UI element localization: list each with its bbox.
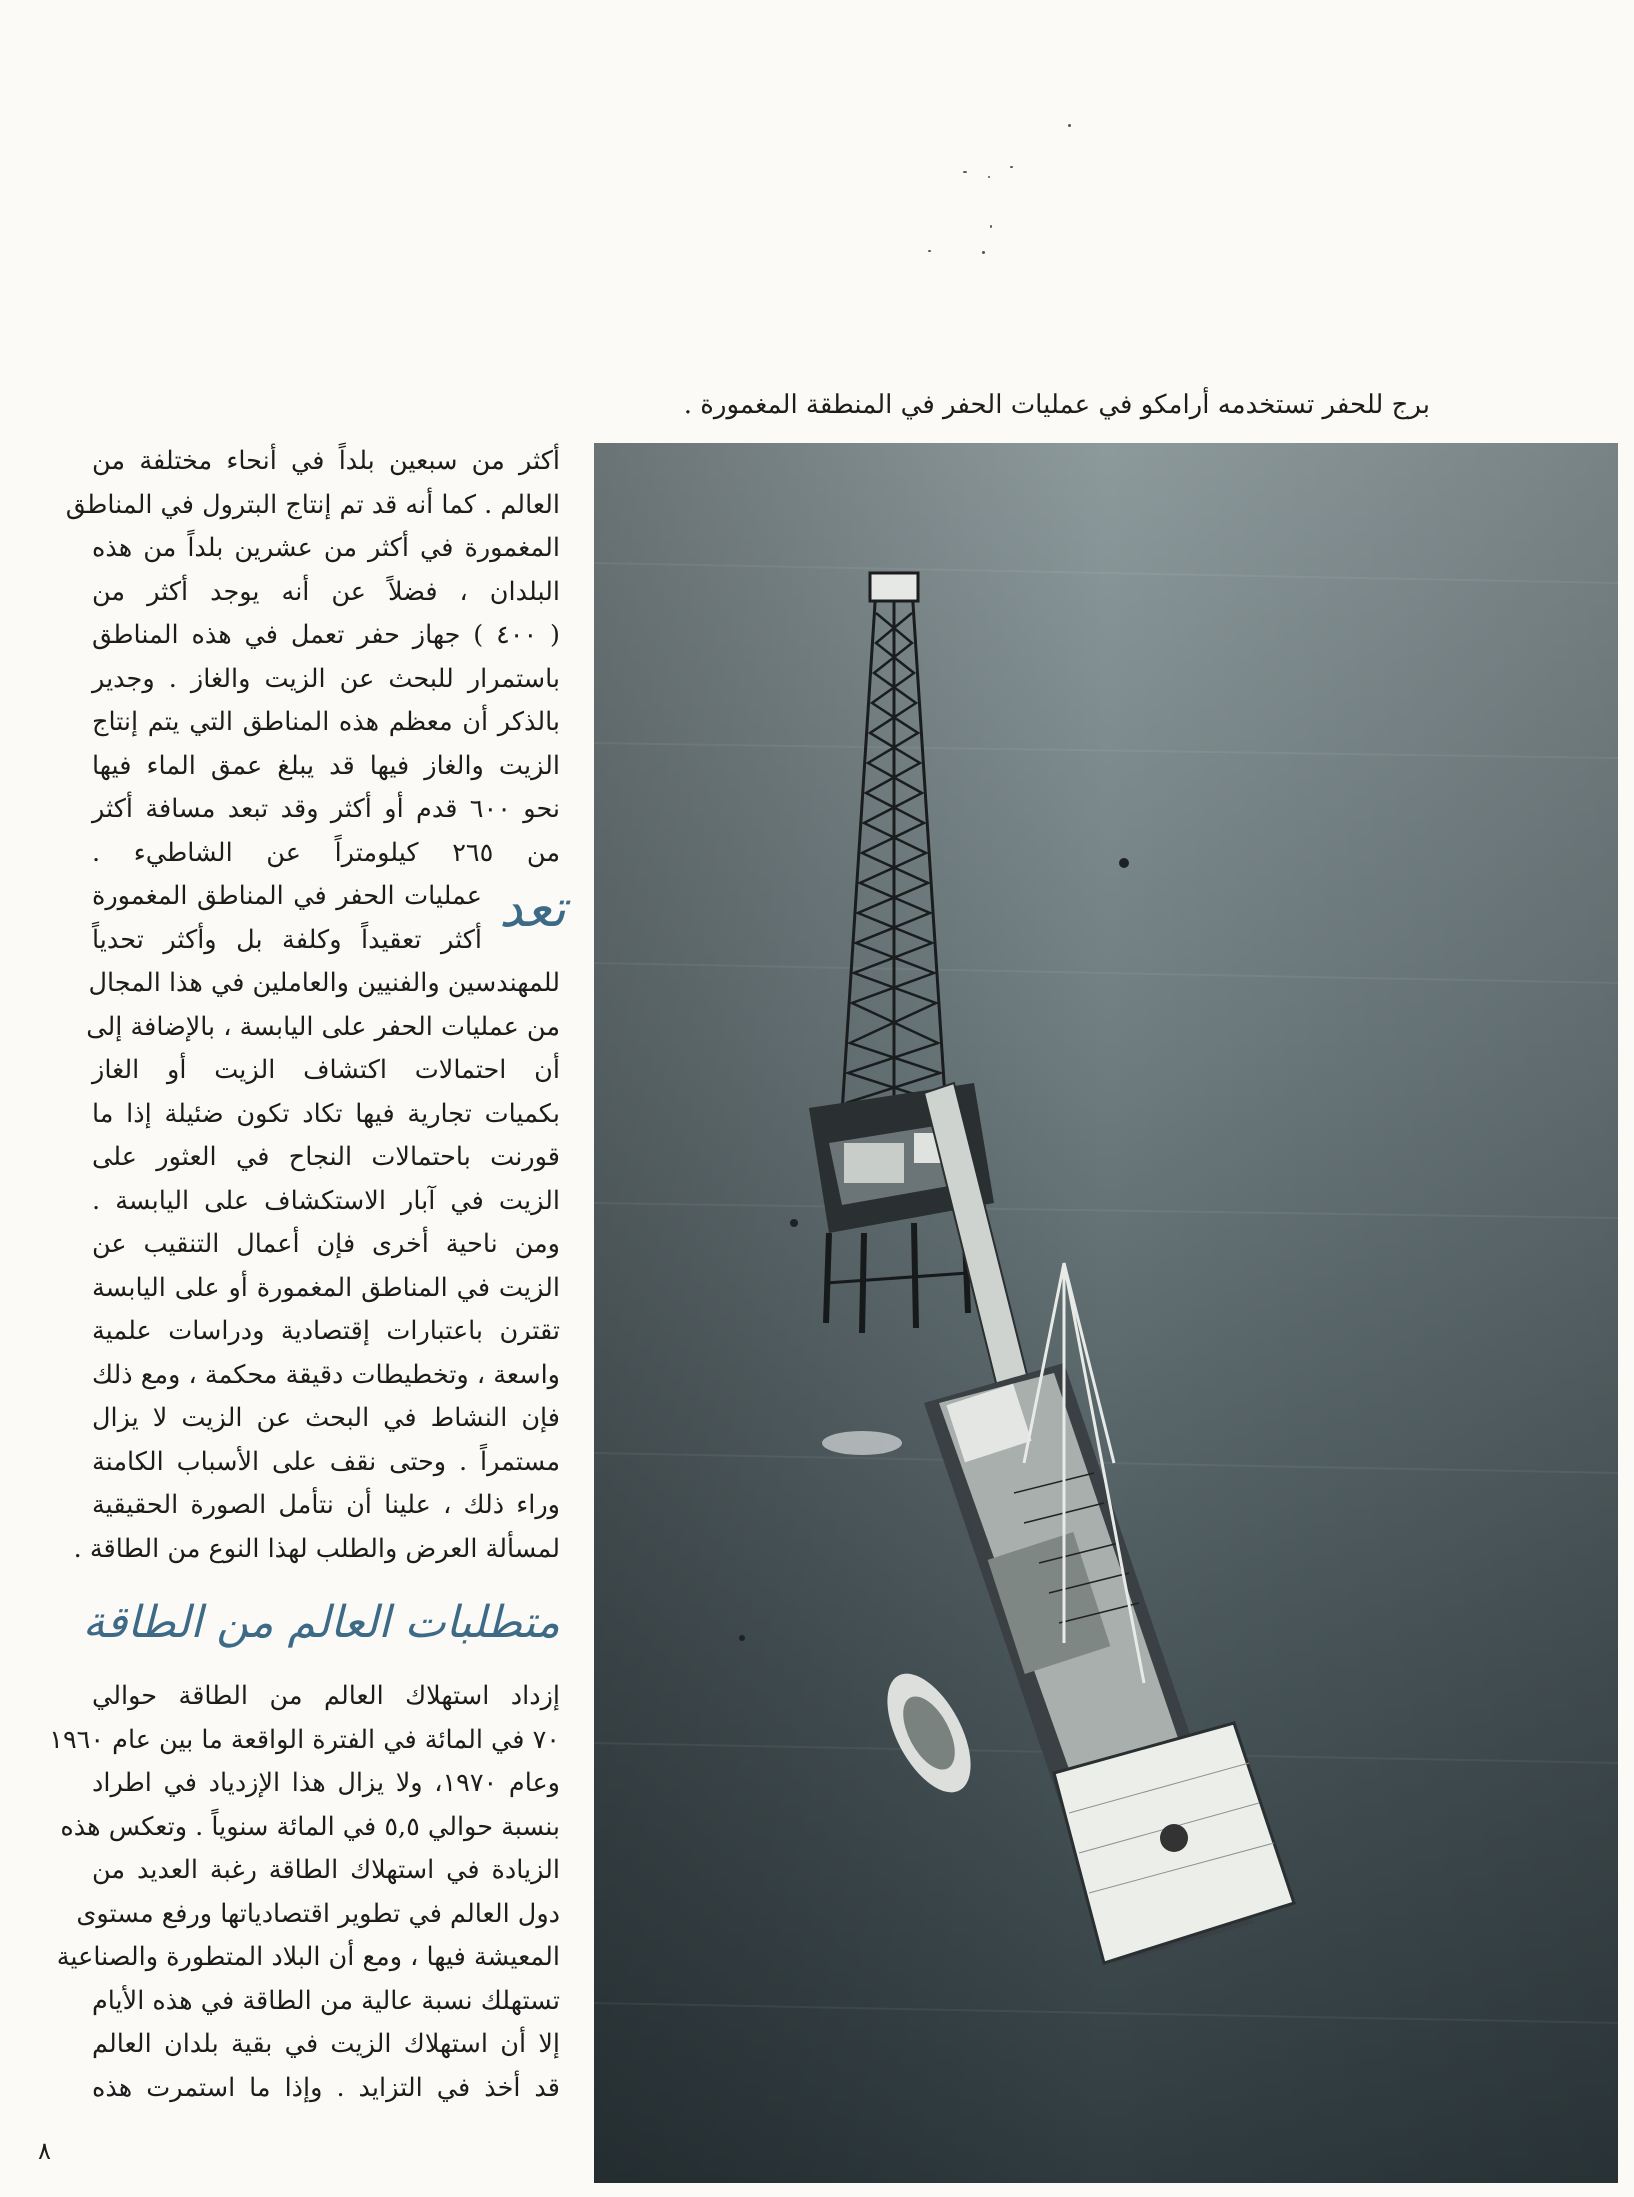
- dropcap-paragraph-start: [92, 875, 566, 962]
- text-line: باستمرار للبحث عن الزيت والغاز . وجدير: [92, 663, 560, 694]
- photo-caption: برج للحفر تستخدمه أرامكو في عمليات الحفر في المنطقة المغمورة .: [683, 390, 1430, 420]
- text-line: المعيشة فيها ، ومع أن البلاد المتطورة والصناعية: [56, 1942, 560, 1972]
- text-line: أن احتمالات اكتشاف الزيت أو الغاز: [92, 1055, 560, 1085]
- crown-block: [870, 573, 918, 601]
- buoy: [790, 1219, 798, 1227]
- text-line: لمسألة العرض والطلب لهذا النوع من الطاقة .: [73, 1533, 560, 1564]
- text-line: نحو ٦٠٠ قدم أو أكثر وقد تبعد مسافة أكثر: [92, 794, 560, 824]
- text-line: دول العالم في تطوير اقتصادياتها ورفع مستوى: [76, 1898, 560, 1929]
- article-column: [49, 440, 566, 2110]
- dropcap-word: تعد: [499, 879, 566, 939]
- text-line: المغمورة في أكثر من عشرين بلداً من هذه: [92, 533, 560, 563]
- print-speck: [928, 250, 931, 252]
- text-line: إزداد استهلاك العالم من الطاقة حوالي: [92, 1681, 560, 1711]
- offshore-drilling-rig-photo: [594, 443, 1618, 2183]
- text-line: العالم . كما أنه قد تم إنتاج البترول في المناطق: [65, 489, 560, 520]
- text-line: إلا أن استهلاك الزيت في بقية بلدان العالم: [92, 2029, 560, 2059]
- text-line: البلدان ، فضلاً عن أنه يوجد أكثر من: [92, 576, 560, 607]
- text-line: عمليات الحفر في المناطق المغمورة: [92, 881, 482, 911]
- text-line: واسعة ، وتخطيطات دقيقة محكمة ، ومع ذلك: [92, 1359, 560, 1390]
- paragraph-energy-demand: [49, 1675, 560, 2110]
- buoy: [739, 1635, 745, 1641]
- print-speck: [963, 171, 967, 173]
- text-line: من عمليات الحفر على اليابسة ، بالإضافة إلى: [86, 1011, 560, 1042]
- print-speck: [1010, 166, 1013, 168]
- text-line: الزيت في آبار الاستكشاف على اليابسة .: [92, 1185, 560, 1216]
- text-line: ( ٤٠٠ ) جهاز حفر تعمل في هذه المناطق: [92, 620, 561, 650]
- text-line: الزيادة في استهلاك الطاقة رغبة العديد من: [92, 1855, 560, 1885]
- section-heading: متطلبات العالم من الطاقة: [82, 1597, 560, 1648]
- print-speck: [1068, 124, 1071, 127]
- print-speck: [988, 176, 990, 178]
- text-line: فإن النشاط في البحث عن الزيت لا يزال: [92, 1403, 560, 1433]
- text-line: تستهلك نسبة عالية من الطاقة في هذه الأيام: [92, 1985, 560, 2016]
- text-line: مستمراً . وحتى نقف على الأسباب الكامنة: [92, 1446, 560, 1477]
- print-speck: [990, 225, 992, 228]
- text-line: بنسبة حوالي ٥,٥ في المائة سنوياً . وتعكس هذه: [60, 1811, 560, 1842]
- text-line: بكميات تجارية فيها تكاد تكون ضئيلة إذا ما: [92, 1098, 560, 1129]
- text-line: بالذكر أن معظم هذه المناطق التي يتم إنتاج: [92, 707, 560, 737]
- text-line: قد أخذ في التزايد . وإذا ما استمرت هذه: [92, 2072, 560, 2103]
- text-line: أكثر من سبعين بلداً في أنحاء مختلفة من: [92, 446, 560, 476]
- text-line: الزيت في المناطق المغمورة أو على اليابسة: [92, 1272, 560, 1303]
- text-line: أكثر تعقيداً وكلفة بل وأكثر تحدياً: [92, 924, 482, 955]
- buoy: [1119, 858, 1129, 868]
- text-line: قورنت باحتمالات النجاح في العثور على: [92, 1142, 560, 1172]
- text-line: الزيت والغاز فيها قد يبلغ عمق الماء فيها: [92, 750, 560, 781]
- text-line: وعام ١٩٧٠، ولا يزال هذا الإزدياد في اطراد: [92, 1768, 560, 1798]
- paragraph-intro: [65, 440, 561, 875]
- text-line: وراء ذلك ، علينا أن نتأمل الصورة الحقيقية: [92, 1490, 560, 1520]
- paragraph-drilling: [73, 962, 560, 1571]
- text-line: ٧٠ في المائة في الفترة الواقعة ما بين عام ١٩٦٠: [49, 1724, 560, 1755]
- text-line: ومن ناحية أخرى فإن أعمال التنقيب عن: [92, 1229, 560, 1259]
- helicopter: [1160, 1824, 1188, 1852]
- wake-splash: [822, 1431, 902, 1455]
- text-line: تقترن باعتبارات إقتصادية ودراسات علمية: [92, 1316, 560, 1346]
- print-speck: [982, 251, 985, 254]
- text-line: للمهندسين والفنيين والعاملين في هذا المجال: [88, 968, 560, 998]
- text-line: من ٢٦٥ كيلومتراً عن الشاطيء .: [92, 837, 560, 868]
- page-number: ٨: [38, 2137, 51, 2165]
